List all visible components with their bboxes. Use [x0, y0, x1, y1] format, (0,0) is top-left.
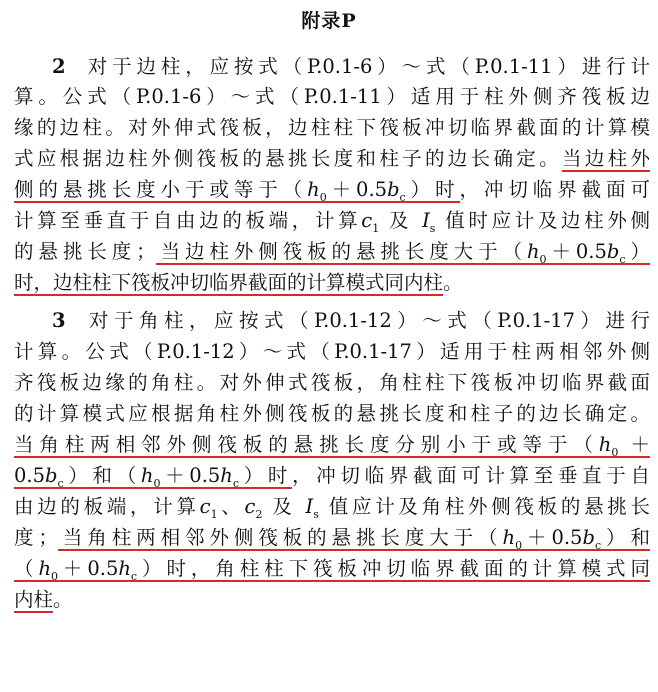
para2-line4: 式应根据边柱外侧筏板的悬挑长度和柱子的边长确定。当边柱外 — [14, 147, 650, 170]
para2-line6: 计算至垂直于自由边的板端，计算$c_1$ 及 $I_s$ 值时应计及边柱外侧 — [14, 209, 650, 235]
para2-line3: 缘的边柱。对外伸式筏板，边柱柱下筏板冲切临界截面的计算模 — [14, 116, 650, 139]
para2-line2: 算。公式（P.0.1-6）～式（P.0.1-11）适用于柱外侧齐筏板边 — [14, 85, 650, 108]
highlight-underline: 当边柱外 — [561, 147, 650, 170]
para3-line8: 度；当角柱两相邻外侧筏板的悬挑长度大于$(h_0+0.5b_c)$和 — [14, 526, 650, 552]
para3-line3: 齐筏板边缘的角柱。对外伸式筏板，角柱柱下筏板冲切临界截面 — [14, 371, 650, 394]
para3-line4: 的计算模式应根据角柱外侧筏板的悬挑长度和柱子的边长确定。 — [14, 402, 650, 425]
para3-line10: 内柱。 — [14, 588, 73, 611]
para3-line5 — [14, 430, 650, 460]
para3-line2: 计算。公式（P.0.1-12）～式（P.0.1-17）适用于柱两相邻外侧 — [14, 340, 650, 363]
highlight-underline: 当边柱外侧筏板的悬挑长度大于$(h_0+0.5b_c)$ — [155, 240, 650, 266]
highlight-underline: 时，边柱柱下筏板冲切临界截面的计算模式同内柱 — [14, 271, 444, 294]
highlight-underline: 内柱 — [14, 588, 54, 611]
para2-line8: 时，边柱柱下筏板冲切临界截面的计算模式同内柱。 — [14, 271, 463, 294]
para2-line5: 侧的悬挑长度小于或等于$(h_0+0.5b_c)$时，冲切临界截面可 — [14, 178, 650, 204]
para3-line9 — [14, 554, 650, 584]
highlight-underline: $0.5b_c$）和$(h_0+0.5h_c)$时 — [14, 464, 293, 490]
para3-line1: 3 对于角柱，应按式（P.0.1-12）～式（P.0.1-17）进行 — [52, 309, 651, 332]
para3-line7: 由边的板端，计算$c_1$、$c_2$ 及 $I_s$ 值应计及角柱外侧筏板的悬挑长 — [14, 495, 650, 521]
para3-line6: $0.5b_c$）和$(h_0+0.5h_c)$时，冲切临界截面可计算至垂直于自 — [14, 464, 650, 490]
para2-line1: 2 对于边柱，应按式（P.0.1-6）～式（P.0.1-11）进行计 — [52, 55, 650, 78]
highlight-underline: $(h_0+0.5h_c)$时，角柱柱下筏板冲切临界截面的计算模式同 — [14, 557, 650, 583]
page-title: 附录P — [301, 10, 357, 32]
highlight-underline: 侧的悬挑长度小于或等于$(h_0+0.5b_c)$时 — [14, 178, 460, 204]
highlight-underline: 当角柱两相邻外侧筏板的悬挑长度分别小于或等于（$h_0$ ＋ — [14, 433, 650, 459]
highlight-underline: 当角柱两相邻外侧筏板的悬挑长度大于$(h_0+0.5b_c)$和 — [57, 526, 650, 552]
para2-line7: 的悬挑长度；当边柱外侧筏板的悬挑长度大于$(h_0+0.5b_c)$ — [14, 240, 650, 266]
